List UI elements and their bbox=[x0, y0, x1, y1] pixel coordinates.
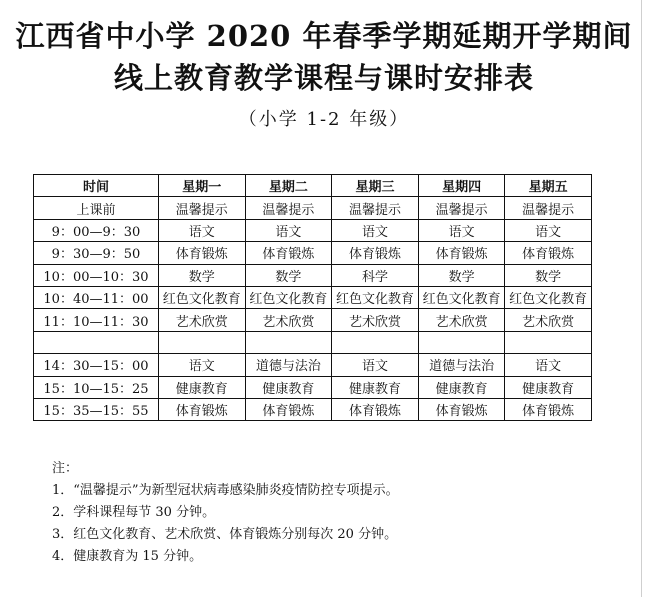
subject-cell: 红色文化教育 bbox=[418, 286, 505, 308]
subject-cell bbox=[245, 331, 332, 353]
subject-cell: 温馨提示 bbox=[159, 197, 246, 219]
subject-cell: 艺术欣赏 bbox=[332, 309, 419, 331]
subject-cell: 健康教育 bbox=[505, 376, 592, 398]
subject-cell: 温馨提示 bbox=[245, 197, 332, 219]
subject-cell: 语文 bbox=[505, 219, 592, 241]
table-row bbox=[34, 197, 592, 219]
header-wednesday: 星期三 bbox=[332, 175, 419, 197]
subject-cell: 温馨提示 bbox=[418, 197, 505, 219]
note-item: 1．“温馨提示”为新型冠状病毒感染肺炎疫情防控专项提示。 bbox=[52, 483, 399, 498]
subject-cell: 红色文化教育 bbox=[159, 286, 246, 308]
subject-cell bbox=[505, 331, 592, 353]
table-row bbox=[34, 354, 592, 376]
table-header-row bbox=[34, 175, 592, 197]
subject-cell: 体育锻炼 bbox=[159, 398, 246, 420]
subject-cell: 道德与法治 bbox=[245, 354, 332, 376]
subject-cell: 语文 bbox=[245, 219, 332, 241]
subject-cell: 科学 bbox=[332, 264, 419, 286]
time-slot-cell: 10：00—10：30 bbox=[34, 264, 159, 286]
subject-cell: 语文 bbox=[159, 354, 246, 376]
subject-cell: 艺术欣赏 bbox=[418, 309, 505, 331]
subject-cell: 语文 bbox=[332, 219, 419, 241]
table-row bbox=[34, 286, 592, 308]
table-row bbox=[34, 264, 592, 286]
header-time: 时间 bbox=[34, 175, 159, 197]
subject-cell: 体育锻炼 bbox=[418, 242, 505, 264]
subject-cell: 体育锻炼 bbox=[332, 398, 419, 420]
note-item: 4．健康教育为 15 分钟。 bbox=[52, 549, 203, 564]
subject-cell bbox=[418, 331, 505, 353]
note-item: 2．学科课程每节 30 分钟。 bbox=[52, 505, 216, 520]
subject-cell: 体育锻炼 bbox=[159, 242, 246, 264]
time-slot-cell: 9：30—9：50 bbox=[34, 242, 159, 264]
subject-cell: 语文 bbox=[418, 219, 505, 241]
table-row bbox=[34, 242, 592, 264]
subject-cell: 道德与法治 bbox=[418, 354, 505, 376]
subject-cell: 数学 bbox=[418, 264, 505, 286]
table-row bbox=[34, 398, 592, 420]
subject-cell bbox=[332, 331, 419, 353]
subject-cell: 健康教育 bbox=[418, 376, 505, 398]
notes-section bbox=[52, 458, 399, 568]
notes-heading: 注： bbox=[52, 461, 79, 476]
subject-cell: 红色文化教育 bbox=[332, 286, 419, 308]
table-row bbox=[34, 219, 592, 241]
subject-cell: 红色文化教育 bbox=[505, 286, 592, 308]
subject-cell: 健康教育 bbox=[332, 376, 419, 398]
table-row bbox=[34, 331, 592, 353]
document-title-line1: 江西省中小学 2020 年春季学期延期开学期间 bbox=[15, 19, 633, 53]
subject-cell: 体育锻炼 bbox=[245, 242, 332, 264]
time-slot-cell bbox=[34, 331, 159, 353]
subject-cell: 温馨提示 bbox=[332, 197, 419, 219]
time-slot-cell: 上课前 bbox=[34, 197, 159, 219]
subject-cell: 艺术欣赏 bbox=[245, 309, 332, 331]
subject-cell: 体育锻炼 bbox=[245, 398, 332, 420]
time-slot-cell: 10：40—11：00 bbox=[34, 286, 159, 308]
subject-cell: 数学 bbox=[159, 264, 246, 286]
subject-cell: 数学 bbox=[245, 264, 332, 286]
header-tuesday: 星期二 bbox=[245, 175, 332, 197]
subject-cell bbox=[159, 331, 246, 353]
subject-cell: 体育锻炼 bbox=[505, 242, 592, 264]
table-row bbox=[34, 376, 592, 398]
subject-cell: 体育锻炼 bbox=[418, 398, 505, 420]
subject-cell: 艺术欣赏 bbox=[159, 309, 246, 331]
header-friday: 星期五 bbox=[505, 175, 592, 197]
subject-cell: 温馨提示 bbox=[505, 197, 592, 219]
note-item: 3．红色文化教育、艺术欣赏、体育锻炼分别每次 20 分钟。 bbox=[52, 527, 398, 542]
subject-cell: 健康教育 bbox=[245, 376, 332, 398]
subject-cell: 体育锻炼 bbox=[505, 398, 592, 420]
time-slot-cell: 14：30—15：00 bbox=[34, 354, 159, 376]
document-title-line2: 线上教育教学课程与课时安排表 bbox=[113, 61, 534, 95]
time-slot-cell: 15：10—15：25 bbox=[34, 376, 159, 398]
subject-cell: 数学 bbox=[505, 264, 592, 286]
subject-cell: 语文 bbox=[332, 354, 419, 376]
document-subtitle: （小学 1-2 年级） bbox=[238, 109, 410, 130]
subject-cell: 艺术欣赏 bbox=[505, 309, 592, 331]
subject-cell: 语文 bbox=[159, 219, 246, 241]
header-thursday: 星期四 bbox=[418, 175, 505, 197]
time-slot-cell: 9：00—9：30 bbox=[34, 219, 159, 241]
time-slot-cell: 15：35—15：55 bbox=[34, 398, 159, 420]
subject-cell: 体育锻炼 bbox=[332, 242, 419, 264]
schedule-table bbox=[33, 174, 592, 421]
time-slot-cell: 11：10—11：30 bbox=[34, 309, 159, 331]
header-monday: 星期一 bbox=[159, 175, 246, 197]
subject-cell: 红色文化教育 bbox=[245, 286, 332, 308]
subject-cell: 语文 bbox=[505, 354, 592, 376]
subject-cell: 健康教育 bbox=[159, 376, 246, 398]
table-row bbox=[34, 309, 592, 331]
